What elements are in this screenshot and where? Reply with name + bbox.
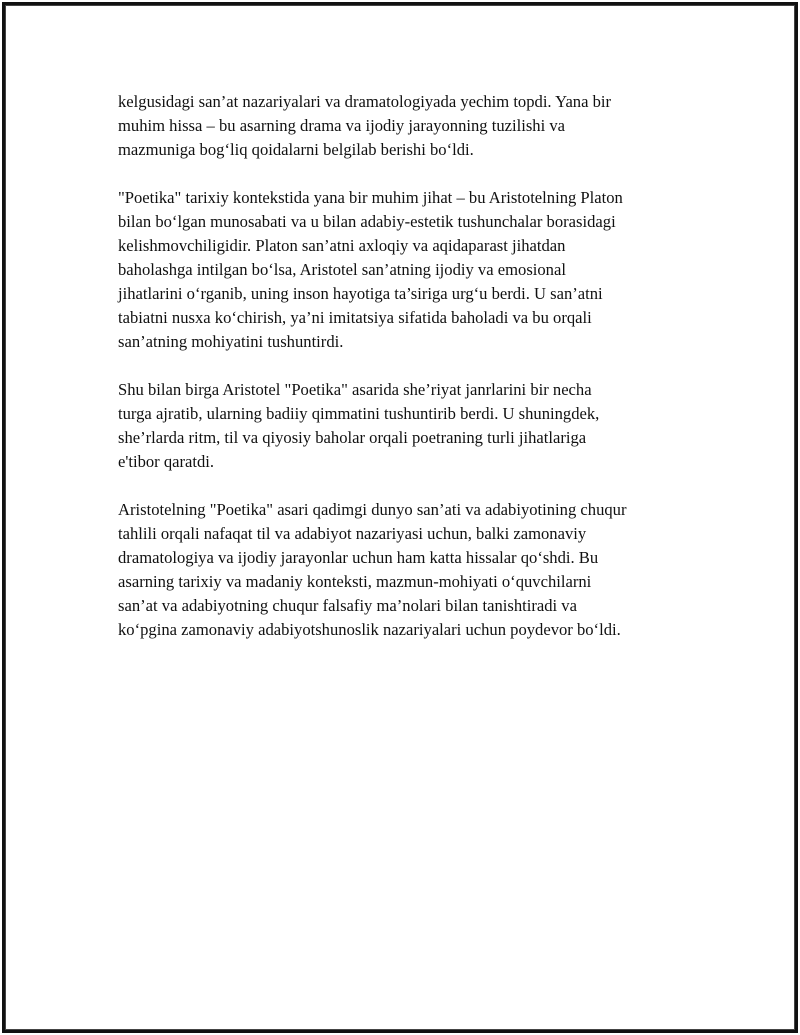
text-line: Aristotelning "Poetika" asari qadimgi dunyo san’ati va adabiyotining chuqur [118, 500, 627, 519]
text-line: dramatologiya va ijodiy jarayonlar uchun ham katta hissalar qo‘shdi. Bu [118, 548, 599, 567]
paragraph-1 [118, 90, 708, 162]
text-line: san’at va adabiyotning chuqur falsafiy ma’nolari bilan tanishtiradi va [118, 596, 577, 615]
text-line: ko‘pgina zamonaviy adabiyotshunoslik nazariyalari uchun poydevor bo‘ldi. [118, 620, 621, 639]
text-line: jihatlarini o‘rganib, uning inson hayotiga ta’siriga urg‘u berdi. U san’atni [118, 284, 603, 303]
text-line: asarning tarixiy va madaniy konteksti, mazmun-mohiyati o‘quvchilarni [118, 572, 592, 591]
text-line: san’atning mohiyatini tushuntirdi. [118, 332, 344, 351]
paragraph-3 [118, 378, 708, 474]
text-line: e'tibor qaratdi. [118, 452, 215, 471]
text-line: bilan bo‘lgan munosabati va u bilan adabiy-estetik tushunchalar borasidagi [118, 212, 616, 231]
text-line: Shu bilan birga Aristotel "Poetika" asarida she’riyat janrlarini bir necha [118, 380, 592, 399]
text-line: mazmuniga bog‘liq qoidalarni belgilab berishi bo‘ldi. [118, 140, 474, 159]
text-line: baholashga intilgan bo‘lsa, Aristotel san’atning ijodiy va emosional [118, 260, 566, 279]
text-line: she’rlarda ritm, til va qiyosiy baholar orqali poetraning turli jihatlariga [118, 428, 587, 447]
text-line: tahlili orqali nafaqat til va adabiyot nazariyasi uchun, balki zamonaviy [118, 524, 587, 543]
text-line: tabiatni nusxa ko‘chirish, ya’ni imitatsiya sifatida baholadi va bu orqali [118, 308, 592, 327]
paragraph-2 [118, 186, 708, 354]
document-body [118, 90, 708, 666]
text-line: muhim hissa – bu asarning drama va ijodiy jarayonning tuzilishi va [118, 116, 566, 135]
paragraph-4 [118, 498, 708, 642]
text-line: kelishmovchiligidir. Platon san’atni axloqiy va aqidaparast jihatdan [118, 236, 566, 255]
text-line: "Poetika" tarixiy kontekstida yana bir muhim jihat – bu Aristotelning Platon [118, 188, 623, 207]
text-line: turga ajratib, ularning badiiy qimmatini tushuntirib berdi. U shuningdek, [118, 404, 600, 423]
text-line: kelgusidagi san’at nazariyalari va dramatologiyada yechim topdi. Yana bir [118, 92, 612, 111]
